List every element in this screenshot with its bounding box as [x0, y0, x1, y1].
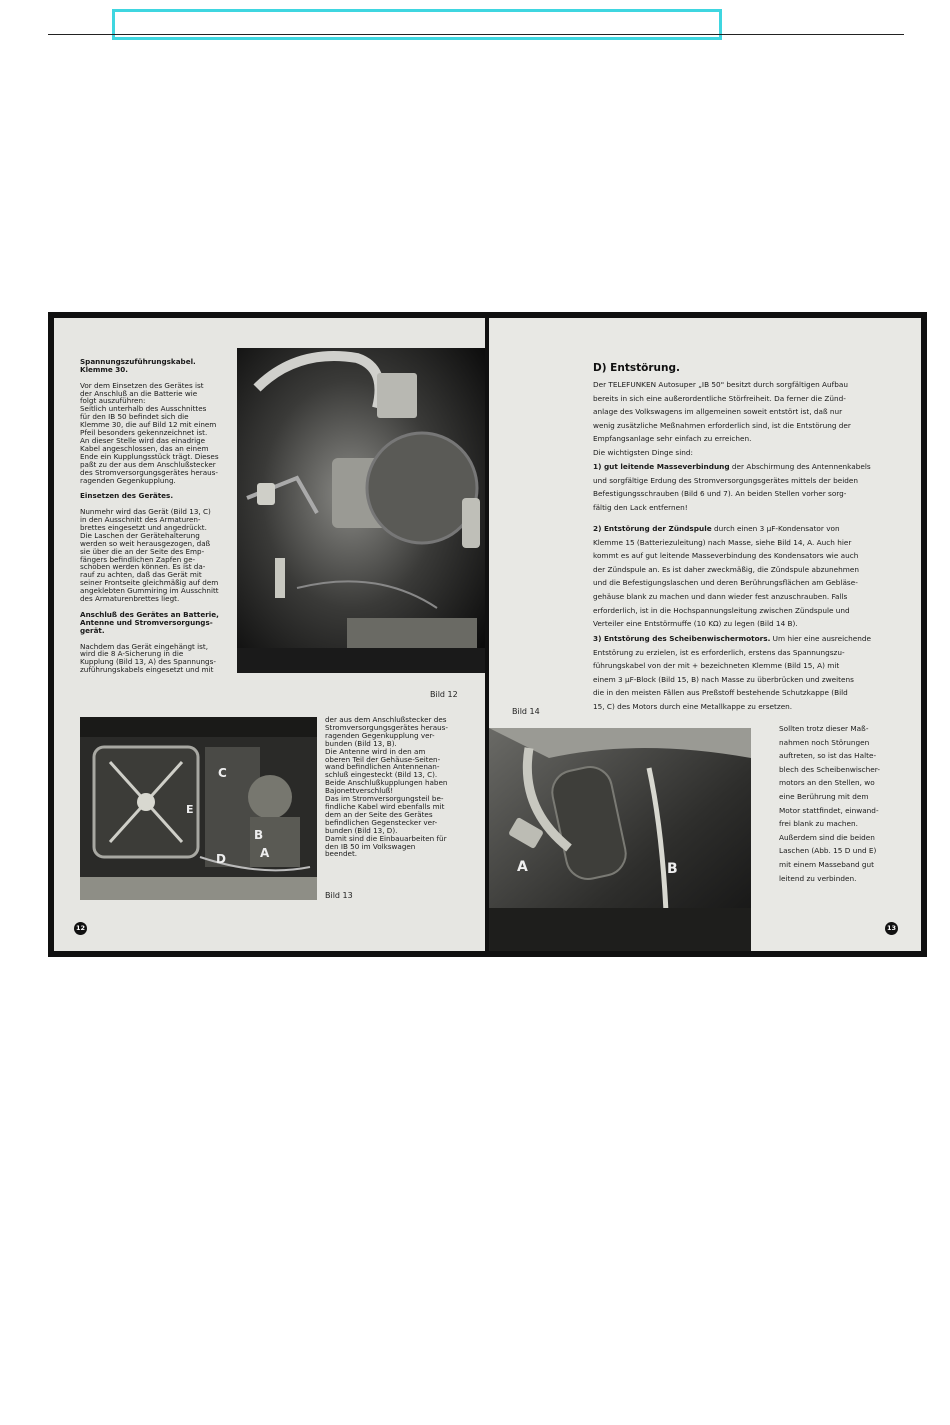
item3-rest: Um hier eine ausreichende Entstörung zu erzielen, ist es erforderlich, erstens das Spannungszu- führungskabel von der mit + bezeichneten Klemme (Bild 15, A) mit einem 3 µF-Block (Bild 15, B) nach Masse zu überbrücken und zweitens die in den meisten Fällen aus Preßstoff bestehende Schutzkappe (Bild 15, C) des Motors durch eine Metallkappe zu ersetzen. [593, 634, 871, 711]
header-highlight-box [112, 9, 722, 40]
item-zuendspule [593, 522, 899, 631]
section-title-entstoerung: D) Entstörung. [593, 362, 680, 374]
item1-lead: 1) gut leitende Masseverbindung [593, 462, 730, 471]
item2-rest: durch einen 3 µF-Kondensator von Klemme 15 (Batteriezuleitung) nach Masse, siehe Bild 14, A. Auch hier kommt es auf gut leitende Masseverbindung des Kondensators wie auch der Zündspule an. Es ist daher zweckmäßig, die Zündspule abzunehmen und die Befestigungslaschen und deren Berührungsflächen am Gebläse- gehäuse blank zu machen und dann wieder fest anzuschrauben. Falls erforderlich, ist in die Hochspannungsleitung zwischen Zündspule und Verteiler eine Entstörmuffe (10 KΩ) zu legen (Bild 14 B). [593, 524, 859, 629]
side-text-block: Sollten trotz dieser Maß- nahmen noch Störungen auftreten, so ist das Halte- blech des Scheibenwischer- motors an den Stellen, wo eine Berührung mit dem Motor stattfindet, einwand- frei blank zu machen. Außerdem sind die beiden Laschen (Abb. 15 D und E) mit einem Masseband gut leitend zu verbinden. [779, 724, 880, 883]
caption-bild-12: Bild 12 [430, 690, 458, 699]
item2-lead: 2) Entstörung der Zündspule [593, 524, 712, 533]
heading-einsetzen: Einsetzen des Gerätes. [80, 491, 174, 501]
label-a: A [260, 846, 270, 860]
intro-text-block [80, 350, 230, 682]
paragraph-sicherung: Nachdem das Gerät eingehängt ist, wird die 8 A-Sicherung in die Kupplung (Bild 13, A) des Spannungs- zuführungskabels eingesetzt und mit [80, 641, 216, 675]
item-masseverbindung [593, 460, 899, 514]
heading-anschluss-batterie: Anschluß des Gerätes an Batterie, Antenne und Stromversorgungs- gerät. [80, 609, 219, 635]
photo-bild-13 [80, 717, 317, 900]
label-c: C [218, 766, 227, 780]
heading-spannungskabel: Spannungszuführungskabel. Klemme 30. [80, 356, 196, 374]
label-b: B [254, 828, 264, 842]
item1-rest: der Abschirmung des Antennenkabels und sorgfältige Erdung des Stromversorgungsgerätes mittels der beiden Befestigungsschrauben (Bild 6 und 7). An beiden Stellen vorher sorg- fältig den Lack entfernen! [593, 462, 871, 512]
page-number-13: 13 [885, 922, 898, 935]
page-number-12: 12 [74, 922, 87, 935]
lower-text-block: der aus dem Anschlußstecker des Stromversorgungsgerätes heraus- ragenden Gegenkupplung ver- bunden (Bild 13, B). Die Antenne wird in den am oberen Teil der Gehäuse-Seiten- wand befindlichen Antennenan- schluß eingesteckt (Bild 13, C). Beide Anschlußkupplungen haben Bajonettverschluß! Das im Stromversorgungsteil be- findliche Kabel wird ebenfalls mit dem an der Seite des Gerätes befindlichen Gegenstecker ver- bunden (Bild 13, D). Damit sind die Einbauarbeiten für den IB 50 im Volkswagen beendet. [325, 715, 449, 859]
item-scheibenwischer [593, 632, 899, 714]
left-page [54, 318, 485, 951]
label-e: E [186, 803, 194, 816]
caption-bild-13: Bild 13 [325, 891, 353, 900]
label-d: D [216, 852, 226, 866]
scanned-booklet-spread [48, 312, 927, 957]
paragraph-intro: Der TELEFUNKEN Autosuper „IB 50" besitzt durch sorgfältigen Aufbau bereits in sich eine außerordentliche Störfreiheit. Da ferner die Zünd- anlage des Volkswagens im allgemeinen soweit entstört ist, daß nur wenig zusätzliche Meßnahmen erforderlich sind, ist die Entstörung der Empfangsanlage sehr einfach zu erreichen. Die wichtigsten Dinge sind: [593, 380, 851, 457]
photo-bild-12 [237, 348, 485, 673]
label-b-bild14: B [667, 861, 678, 877]
header-rule [48, 34, 904, 35]
caption-bild-14: Bild 14 [512, 707, 540, 716]
right-page [489, 318, 921, 951]
label-a-bild14: A [517, 859, 528, 875]
paragraph-einsetzen: Nunmehr wird das Gerät (Bild 13, C) in den Ausschnitt des Armaturen- brettes eingesetzt und angedrückt. Die Laschen der Gerätehalterung werden so weit herausgezogen, daß sie über die an der Seite des Emp- fängers befindlichen Zapfen ge- schoben werden können. Es ist da- rauf zu achten, daß das Gerät mit seiner Frontseite gleichmäßig auf dem angeklebten Gummiring im Ausschnitt des Armaturenbrettes liegt. [80, 507, 219, 604]
photo-bild-14 [489, 728, 751, 951]
paragraph-anschluss: Vor dem Einsetzen des Gerätes ist der Anschluß an die Batterie wie folgt auszuführen: Seitlich unterhalb des Ausschnittes für den IB 50 befindet sich die Klemme 30, die auf Bild 12 mit einem Pfeil besonders gekennzeichnet ist. An dieser Stelle wird das einadrige Kabel angeschlossen, das an einem Ende ein Kupplungsstück trägt. Dieses paßt zu der aus dem Anschlußstecker des Stromversorgungsgerätes heraus- ragenden Gegenkupplung. [80, 380, 219, 485]
item3-lead: 3) Entstörung des Scheibenwischermotors. [593, 634, 771, 643]
